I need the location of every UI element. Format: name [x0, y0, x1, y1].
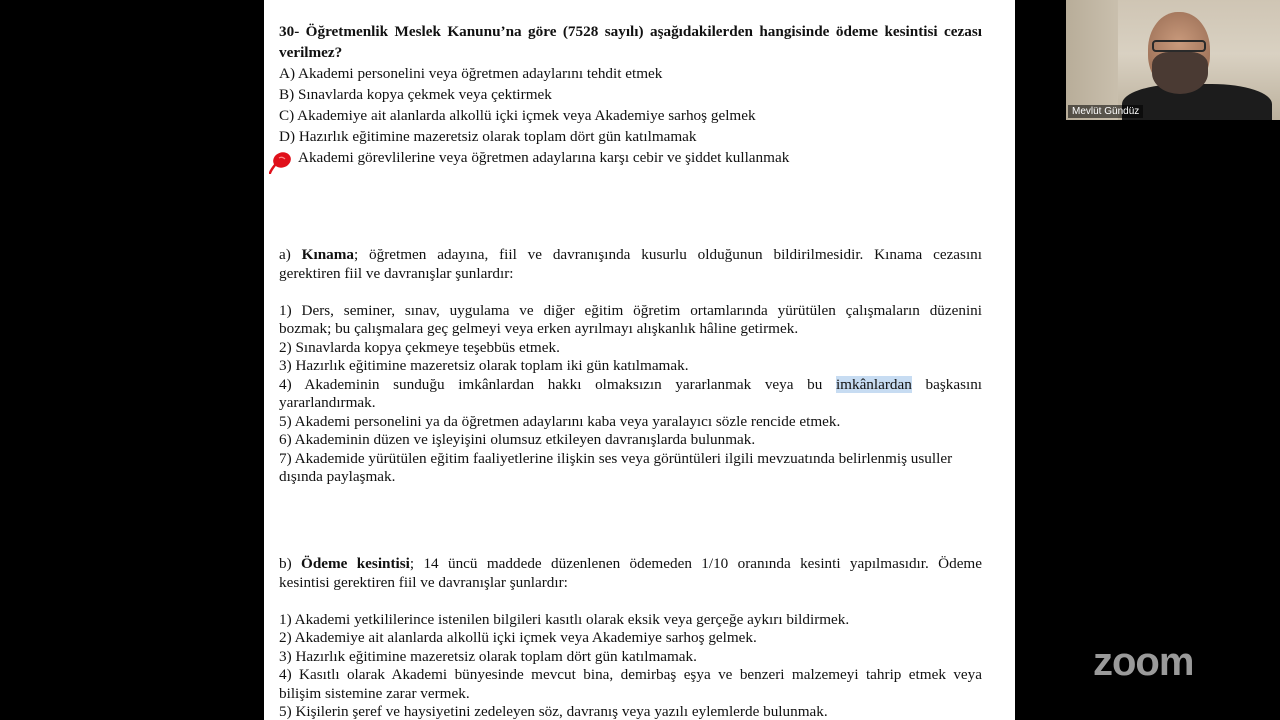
participant-video-tile[interactable] — [1066, 0, 1280, 120]
section-b-intro-text: ; 14 üncü maddede düzenlenen ödemeden 1/10 oranında kesinti yapılmasıdır. Ödeme — [409, 555, 982, 572]
section-b-odeme-kesintisi — [279, 555, 982, 720]
background-door — [1066, 0, 1118, 120]
question-title-line-1: 30- Öğretmenlik Meslek Kanunu’na göre (7528 sayılı) aşağıdakilerden hangisinde ödeme kesintisi cezası — [279, 23, 982, 40]
question-block — [279, 21, 982, 168]
section-a-intro-line-2: gerektiren fiil ve davranışlar şunlardır: — [279, 264, 514, 282]
section-b-item-3: 3) Hazırlık eğitimine mazeretsiz olarak toplam dört gün katılmamak. — [279, 647, 697, 665]
participant-name-label: Mevlüt Gündüz — [1068, 105, 1143, 118]
section-b-item-4-line-2: bilişim sistemine zarar vermek. — [279, 684, 470, 702]
section-a-item-4-line-2: yararlandırmak. — [279, 394, 376, 411]
highlighted-word: imkânlardan — [835, 375, 912, 393]
section-a-item-7-line-1: 7) Akademide yürütülen eğitim faaliyetlerine ilişkin ses veya görüntüleri ilgili mevzuatında belirlenmiş usuller — [279, 449, 953, 467]
section-b-intro-line-2: kesintisi gerektiren fiil ve davranışlar şunlardır: — [279, 573, 568, 591]
section-a-item-7-line-2: dışında paylaşmak. — [279, 468, 396, 485]
section-a-item-2: 2) Sınavlarda kopya çekmeye teşebbüs etmek. — [279, 338, 560, 356]
option-c: C) Akademiye ait alanlarda alkollü içki içmek veya Akademiye sarhoş gelmek — [279, 107, 756, 124]
option-a: A) Akademi personelini veya öğretmen adaylarını tehdit etmek — [279, 65, 663, 82]
question-title-line-2: verilmez? — [279, 44, 343, 61]
section-b-item-2: 2) Akademiye ait alanlarda alkollü içki içmek veya Akademiye sarhoş gelmek. — [279, 629, 757, 646]
section-a-item-5: 5) Akademi personelini ya da öğretmen adaylarını kaba veya yaralayıcı sözle rencide etmek. — [279, 412, 841, 430]
section-a-item-6: 6) Akademinin düzen ve işleyişini olumsuz etkileyen davranışlarda bulunmak. — [279, 431, 756, 448]
answer-annotation-mark — [269, 150, 293, 174]
section-b-intro-line-1 — [279, 555, 982, 574]
section-a-intro-text: ; öğretmen adayına, fiil ve davranışında kusurlu olduğunun bildirilmesidir. Kınama cezasını — [353, 246, 982, 263]
spacer — [279, 283, 982, 302]
section-a-item-1-line-1: 1) Ders, seminer, sınav, uygulama ve diğer eğitim öğretim ortamlarında yürütülen çalışmaların düzenini — [279, 301, 982, 319]
section-a-item-3: 3) Hazırlık eğitimine mazeretsiz olarak toplam iki gün katılmamak. — [279, 357, 689, 374]
zoom-logo: zoom — [1093, 640, 1194, 684]
section-b-item-1: 1) Akademi yetkililerince istenilen bilgileri kasıtlı olarak eksik veya gerçeğe aykırı bildirmek. — [279, 610, 850, 628]
section-b-term: Ödeme kesintisi — [301, 555, 410, 572]
section-a-item-1-line-2: bozmak; bu çalışmalara geç gelmeyi veya erken ayrılmayı alışkanlık hâline getirmek. — [279, 320, 799, 337]
participant-glasses — [1152, 40, 1206, 52]
option-d: D) Hazırlık eğitimine mazeretsiz olarak toplam dört gün katılmamak — [279, 128, 697, 145]
section-b-item-4-line-1: 4) Kasıtlı olarak Akademi bünyesinde mevcut bina, demirbaş eşya ve benzeri malzemeyi tahrip etmek veya — [279, 666, 982, 683]
section-a-item-4-text: 4) Akademinin sunduğu imkânlardan hakkı olmaksızın yararlanmak veya bu — [279, 375, 823, 393]
section-a-kinama — [279, 246, 982, 487]
shared-document-page — [264, 0, 1015, 720]
section-a-term: Kınama — [301, 246, 354, 263]
participant-beard — [1152, 52, 1208, 94]
section-b-prefix: b) — [279, 555, 292, 572]
spacer — [279, 592, 982, 611]
section-a-item-4-text-end: başkasını — [925, 375, 983, 393]
option-e: Akademi görevlilerine veya öğretmen adaylarına karşı cebir ve şiddet kullanmak — [298, 149, 790, 166]
section-a-intro-line-1 — [279, 246, 982, 265]
section-a-prefix: a) — [279, 246, 291, 263]
section-a-item-4-line-1 — [279, 376, 982, 395]
option-b: B) Sınavlarda kopya çekmek veya çektirmek — [279, 86, 552, 103]
section-b-item-5: 5) Kişilerin şeref ve haysiyetini zedeleyen söz, davranış veya yazılı eylemlerde bulunmak. — [279, 703, 828, 720]
